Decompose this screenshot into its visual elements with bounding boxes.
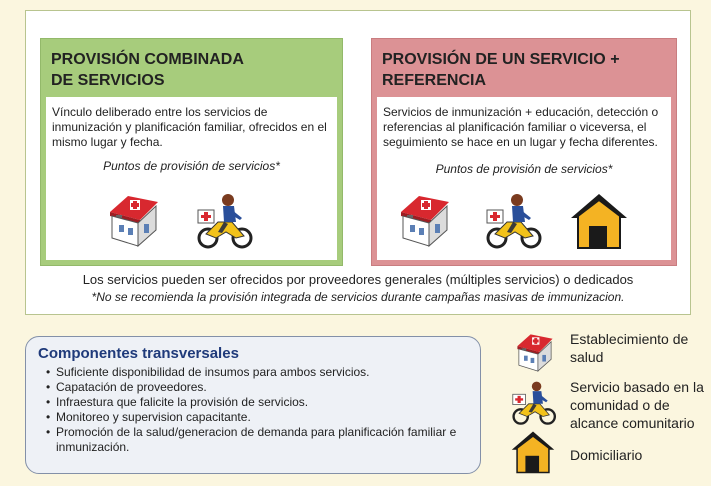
list-item: • Monitoreo y supervision capacitante. [48,410,468,425]
legend-outreach-label: Servicio basado en la comunidad o de alcance comunitario [570,379,704,431]
legend-home [510,430,710,472]
combined-icons [46,190,337,252]
cross-cutting-list [38,365,468,455]
referral-description: Servicios de inmunización + educación, detección o referencias al planificación familiar o viceversa, el seguimiento se hace en un lugar y fecha diferentes. [383,105,659,149]
combined-title-line1: PROVISIÓN COMBINADA [51,51,244,68]
referral-title-line2: REFERENCIA [382,72,487,89]
motorcycle-outreach-icon [196,192,256,250]
combined-title-line2: DE SERVICIOS [51,72,165,89]
footnote: *No se recomienda la provisión integrada de servicios durante campañas masivas de immunizacion. [91,290,625,304]
referral-title [372,39,676,96]
combined-provision-card [40,38,343,266]
provision-models-panel [25,10,691,315]
legend-facility [510,330,710,370]
combined-points-label: Puntos de provisión de servicios* [103,159,280,173]
health-facility-icon [397,190,453,250]
list-item: • Capatación de proveedores. [48,380,468,395]
referral-points-label: Puntos de provisión de servicios* [435,162,613,176]
house-icon [569,192,629,250]
cross-cutting-title: Componentes transversales [38,345,239,362]
combined-provision-title [41,39,342,96]
motorcycle-outreach-icon [510,380,560,426]
motorcycle-outreach-icon [485,192,545,250]
combined-description: Vínculo deliberado entre los servicios de inmunización y planificación familiar, ofrecidos en el mismo lugar y fecha. [52,105,327,149]
providers-note: Los servicios pueden ser ofrecidos por proveedores generales (múltiples servicios) o dedicados [82,272,634,287]
single-service-referral-card [371,38,677,266]
combined-provision-body [46,97,337,260]
legend-facility-label: Establecimiento de salud [570,331,689,365]
list-item: • Promoción de la salud/generacion de demanda para planificación familiar e inmunización. [48,425,468,455]
house-icon [510,430,556,474]
referral-body [377,97,671,260]
list-item: • Infraestura que falicite la provisión de servicios. [48,395,468,410]
referral-title-line1: PROVISIÓN DE UN SERVICIO + [382,51,620,68]
health-facility-icon [106,190,162,250]
legend-outreach [510,378,710,434]
cross-cutting-components-box [25,336,481,474]
health-facility-icon [510,330,560,374]
legend-home-label: Domiciliario [570,447,643,463]
list-item: • Suficiente disponibilidad de insumos para ambos servicios. [48,365,468,380]
referral-icons [377,190,671,252]
